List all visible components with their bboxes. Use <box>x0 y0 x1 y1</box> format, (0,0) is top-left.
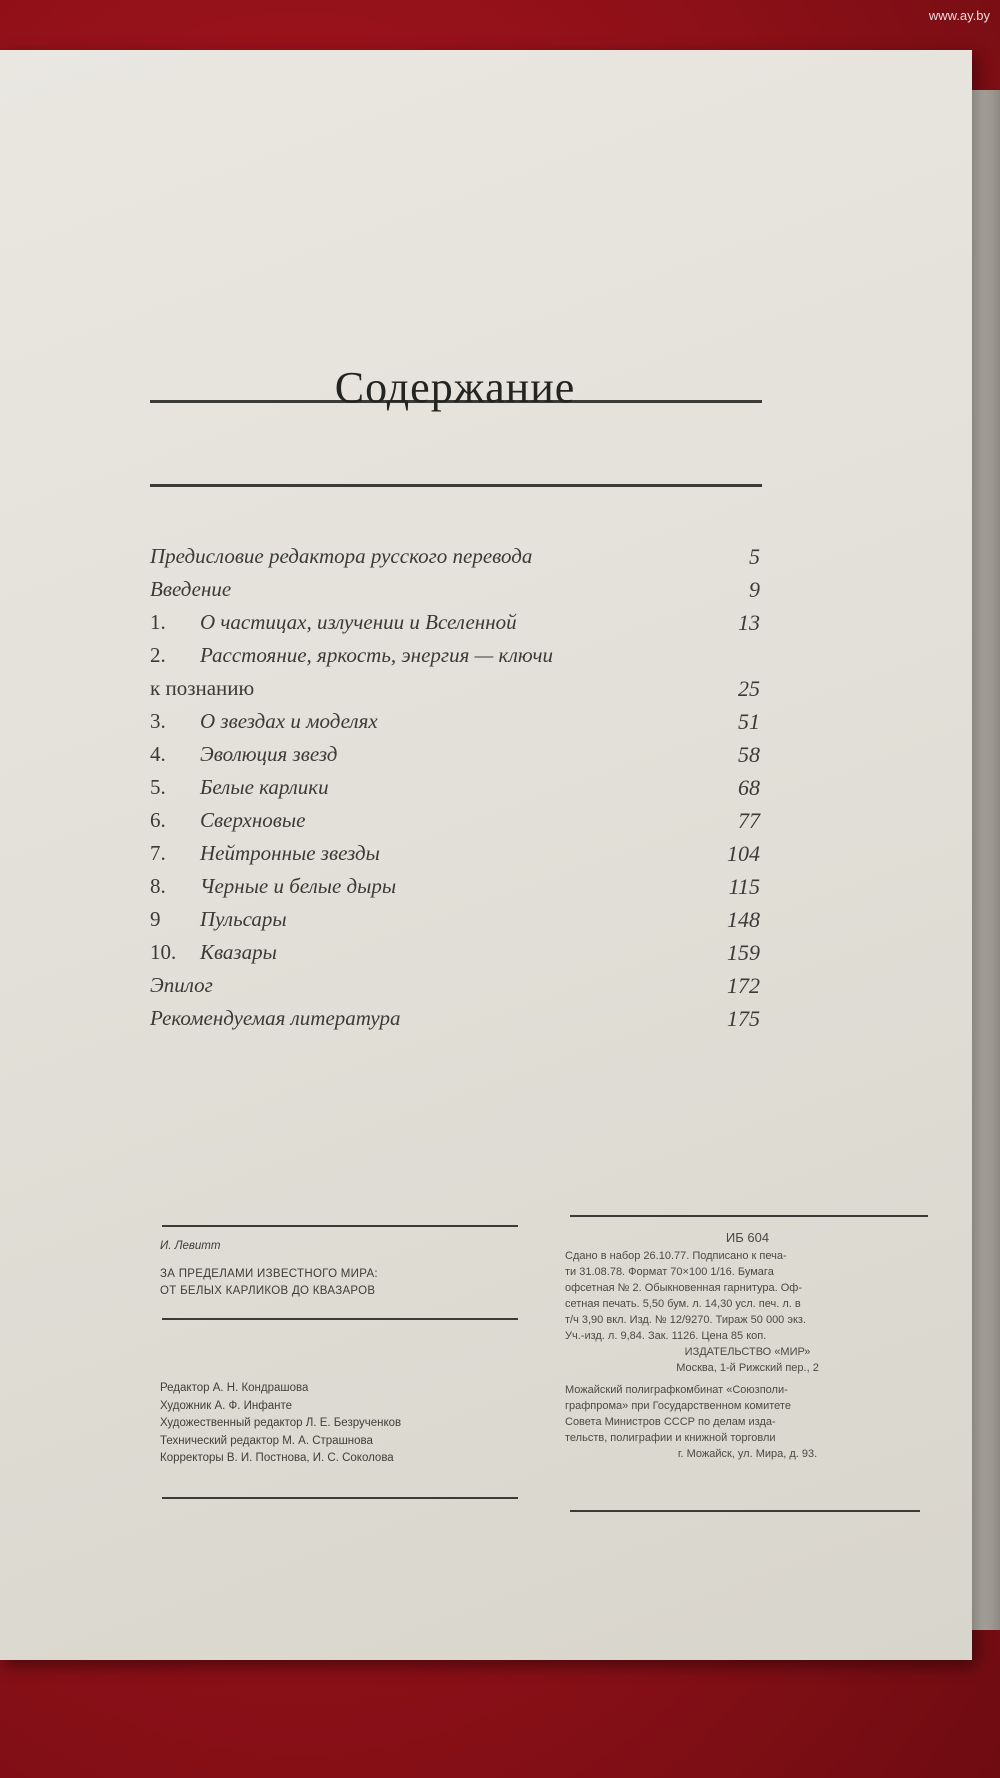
toc-entry-label: Расстояние, яркость, энергия — ключи <box>200 643 553 667</box>
imprint-credits <box>160 1380 520 1468</box>
toc-entry <box>150 870 760 903</box>
toc-entry-page: 25 <box>738 676 760 701</box>
toc-entry-page: 159 <box>727 940 760 965</box>
toc-entry-page: 9 <box>749 577 760 602</box>
imprint-right-top-rule <box>570 1215 928 1217</box>
toc-entry <box>150 969 760 1002</box>
credit-line: Редактор А. Н. Кондрашова <box>160 1382 309 1394</box>
toc-entry-page: 58 <box>738 742 760 767</box>
toc-entry-label: Черные и белые дыры <box>200 874 397 898</box>
toc-entry-page: 68 <box>738 775 760 800</box>
toc-title: Содержание <box>334 363 576 412</box>
toc-entry-number: 2. <box>150 643 166 667</box>
toc-entry-label: Эволюция звезд <box>200 742 338 766</box>
toc-entry-label: Белые карлики <box>200 775 329 799</box>
toc-entry-label: Нейтронные звезды <box>200 841 380 865</box>
toc-entry-label: О звездах и моделях <box>200 709 378 733</box>
credit-line: Художник А. Ф. Инфанте <box>160 1399 293 1412</box>
detail-line: т/ч 3,90 вкл. Изд. № 12/9270. Тираж 50 000 экз. <box>565 1314 807 1326</box>
toc-entry-number: 10. <box>150 940 177 964</box>
imprint-address: Москва, 1-й Рижский пер., 2 <box>676 1362 819 1374</box>
credit-line: Художественный редактор Л. Е. Безрученков <box>160 1417 402 1429</box>
detail-line: офсетная № 2. Обыкновенная гарнитура. Оф- <box>565 1282 803 1294</box>
imprint-printer <box>565 1382 930 1462</box>
detail-line: сетная печать. 5,50 бум. л. 14,30 усл. печ. л. в <box>565 1298 801 1310</box>
toc-entry <box>150 639 760 705</box>
imprint-left-mid-rule <box>162 1318 518 1320</box>
imprint-title-line-2: ОТ БЕЛЫХ КАРЛИКОВ ДО КВАЗАРОВ <box>160 1285 376 1297</box>
toc-list <box>150 540 760 1035</box>
toc-entry-page: 115 <box>728 874 760 899</box>
detail-line: Сдано в набор 26.10.77. Подписано к печа- <box>565 1250 787 1262</box>
toc-entry <box>150 573 760 606</box>
toc-entry-number: 5. <box>150 775 166 799</box>
imprint-left-top-rule <box>162 1225 518 1227</box>
imprint-right-bottom-rule <box>570 1510 920 1512</box>
toc-entry <box>150 1002 760 1035</box>
toc-entry-label: Эпилог <box>150 973 213 997</box>
detail-line: ти 31.08.78. Формат 70×100 1/16. Бумага <box>565 1266 774 1278</box>
toc-entry-page: 172 <box>727 973 760 998</box>
imprint-publisher: ИЗДАТЕЛЬСТВО «МИР» <box>684 1346 811 1358</box>
toc-entry-number: 9 <box>150 907 161 931</box>
toc-entry <box>150 804 760 837</box>
toc-entry-page: 104 <box>727 841 760 866</box>
toc-entry <box>150 903 760 936</box>
imprint-title-line-1: ЗА ПРЕДЕЛАМИ ИЗВЕСТНОГО МИРА: <box>160 1268 378 1280</box>
detail-line: Уч.-изд. л. 9,84. Зак. 1126. Цена 85 коп. <box>565 1330 767 1342</box>
printer-line: тельств, полиграфии и книжной торговли <box>565 1432 776 1444</box>
imprint-ib-number: ИБ 604 <box>725 1230 770 1245</box>
toc-entry-page: 51 <box>738 709 760 734</box>
toc-entry-number: 6. <box>150 808 166 832</box>
toc-entry-label: Рекомендуемая литература <box>150 1006 401 1030</box>
watermark: www.ay.by <box>928 8 990 23</box>
toc-entry-page: 77 <box>738 808 760 833</box>
toc-entry <box>150 705 760 738</box>
toc-entry-page: 5 <box>749 544 760 569</box>
toc-entry-page: 148 <box>727 907 760 932</box>
printer-line: Совета Министров СССР по делам изда- <box>565 1416 776 1428</box>
imprint-book-info <box>160 1240 520 1300</box>
imprint-author: И. Левитт <box>160 1240 221 1252</box>
toc-entry-number: 1. <box>150 610 166 634</box>
toc-entry-label: Сверхновые <box>200 808 306 832</box>
toc-entry-number: 7. <box>150 841 166 865</box>
toc-entry-label: Пульсары <box>200 907 287 931</box>
toc-entry <box>150 936 760 969</box>
printer-line: Можайский полиграфкомбинат «Союзполи- <box>565 1384 788 1396</box>
toc-entry-number: 8. <box>150 874 166 898</box>
toc-entry <box>150 771 760 804</box>
toc-entry <box>150 738 760 771</box>
toc-entry <box>150 540 760 573</box>
imprint-publication-details <box>565 1230 930 1462</box>
toc-entry-label: Предисловие редактора русского перевода <box>150 544 533 568</box>
credit-line: Технический редактор М. А. Страшнова <box>160 1434 373 1447</box>
toc-entry <box>150 606 760 639</box>
printer-line: графпрома» при Государственном комитете <box>565 1400 791 1412</box>
toc-entry-label: Введение <box>150 577 232 601</box>
toc-entry-label: Квазары <box>200 940 277 964</box>
title-bottom-rule <box>150 484 762 487</box>
toc-entry-label-continued: к познанию <box>150 676 255 700</box>
toc-entry-number: 3. <box>150 709 166 733</box>
imprint-left-bottom-rule <box>162 1497 518 1499</box>
printer-line: г. Можайск, ул. Мира, д. 93. <box>677 1448 818 1460</box>
toc-entry-label: О частицах, излучении и Вселенной <box>200 610 517 634</box>
toc-entry-number: 4. <box>150 742 166 766</box>
credit-line: Корректоры В. И. Постнова, И. С. Соколова <box>160 1452 394 1464</box>
toc-entry-page: 175 <box>727 1006 760 1031</box>
toc-entry <box>150 837 760 870</box>
toc-entry-page: 13 <box>738 610 760 635</box>
